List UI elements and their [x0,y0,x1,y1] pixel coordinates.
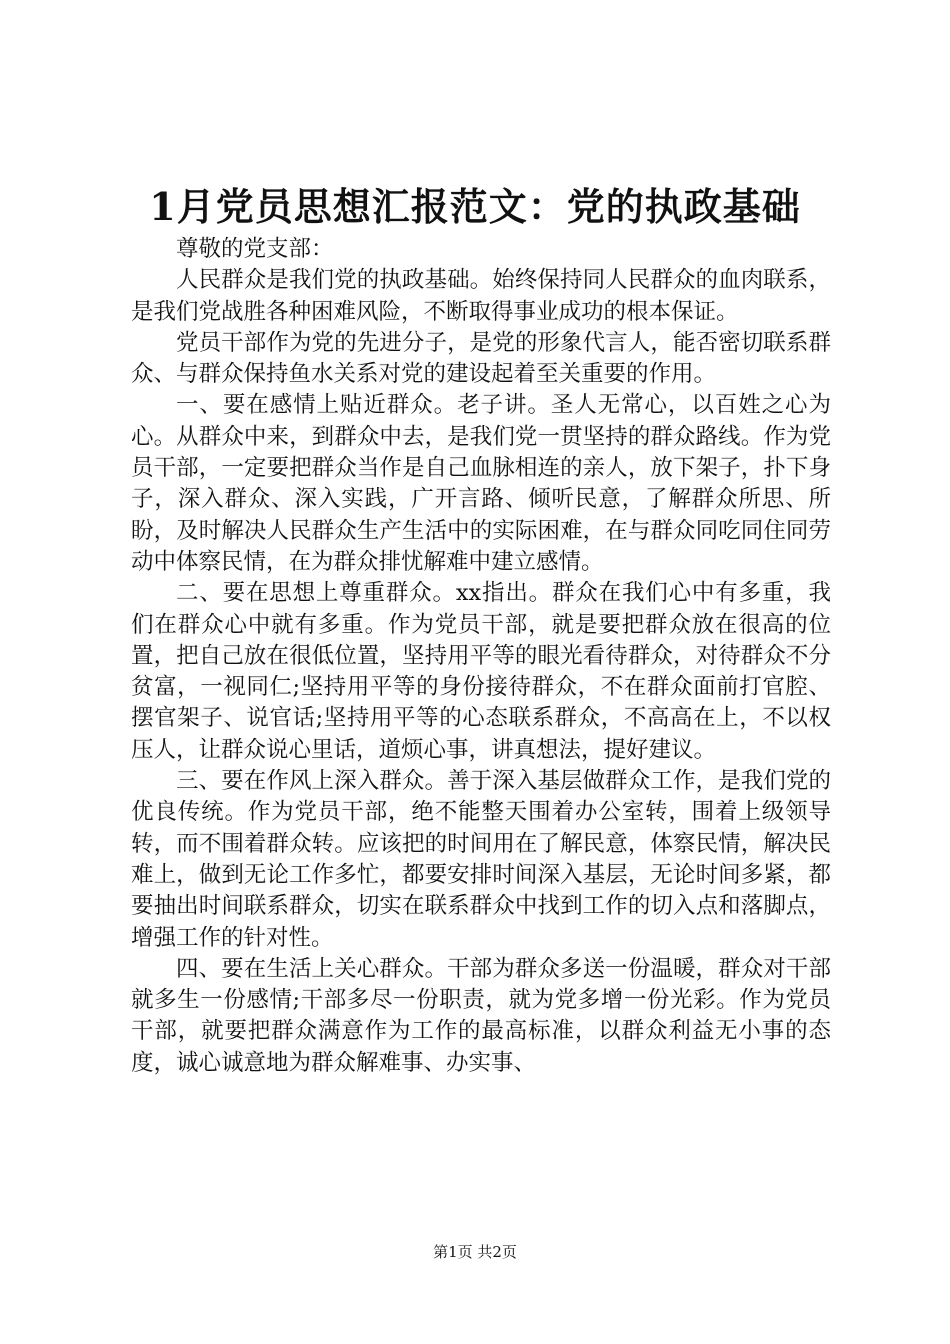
body-paragraph-1: 人民群众是我们党的执政基础。始终保持同人民群众的血肉联系，是我们党战胜各种困难风险，不断取得事业成功的根本保证。 [131,267,831,325]
salutation-paragraph: 尊敬的党支部： [176,236,334,262]
body-paragraph-5: 三、要在作风上深入群众。善于深入基层做群众工作，是我们党的优良传统。作为党员干部，绝不能整天围着办公室转，围着上级领导转，而不围着群众转。应该把的时间用在了解民意，体察民情，解决民难上，做到无论工作多忙，都要安排时间深入基层，无论时间多紧，都要抽出时间联系群众，切实在联系群众中找到工作的切入点和落脚点，增强工作的针对性。 [131,768,831,951]
page-number-footer: 第1页 共2页 [433,1243,517,1261]
body-paragraph-6: 四、要在生活上关心群众。干部为群众多送一份温暖，群众对干部就多生一份感情;干部多尽一份职责，就为党多增一份光彩。作为党员干部，就要把群众满意作为工作的最高标准，以群众利益无小事的态度，诚心诚意地为群众解难事、办实事、 [131,955,831,1076]
body-paragraph-2: 党员干部作为党的先进分子，是党的形象代言人，能否密切联系群众、与群众保持鱼水关系对党的建设起着至关重要的作用。 [131,329,831,388]
body-paragraph-3: 一、要在感情上贴近群众。老子讲。圣人无常心，以百姓之心为心。从群众中来，到群众中去，是我们党一贯坚持的群众路线。作为党员干部，一定要把群众当作是自己血脉相连的亲人，放下架子，扑下身子，深入群众、深入实践，广开言路、倾听民意，了解群众所思、所盼，及时解决人民群众生产生活中的实际困难，在与群众同吃同住同劳动中体察民情，在为群众排忧解难中建立感情。 [131,392,831,575]
document-title: 1月党员思想汇报范文：党的执政基础 [149,184,801,229]
document-body [131,234,831,1079]
body-paragraph-4: 二、要在思想上尊重群众。xx指出。群众在我们心中有多重，我们在群众心中就有多重。作为党员干部，就是要把群众放在很高的位置，把自己放在很低位置，坚持用平等的眼光看待群众，对待群众不分贫富，一视同仁;坚持用平等的身份接待群众，不在群众面前打官腔、摆官架子、说官话;坚持用平等的心态联系群众，不高高在上，不以权压人，让群众说心里话，道烦心事，讲真想法，提好建议。 [131,580,831,763]
